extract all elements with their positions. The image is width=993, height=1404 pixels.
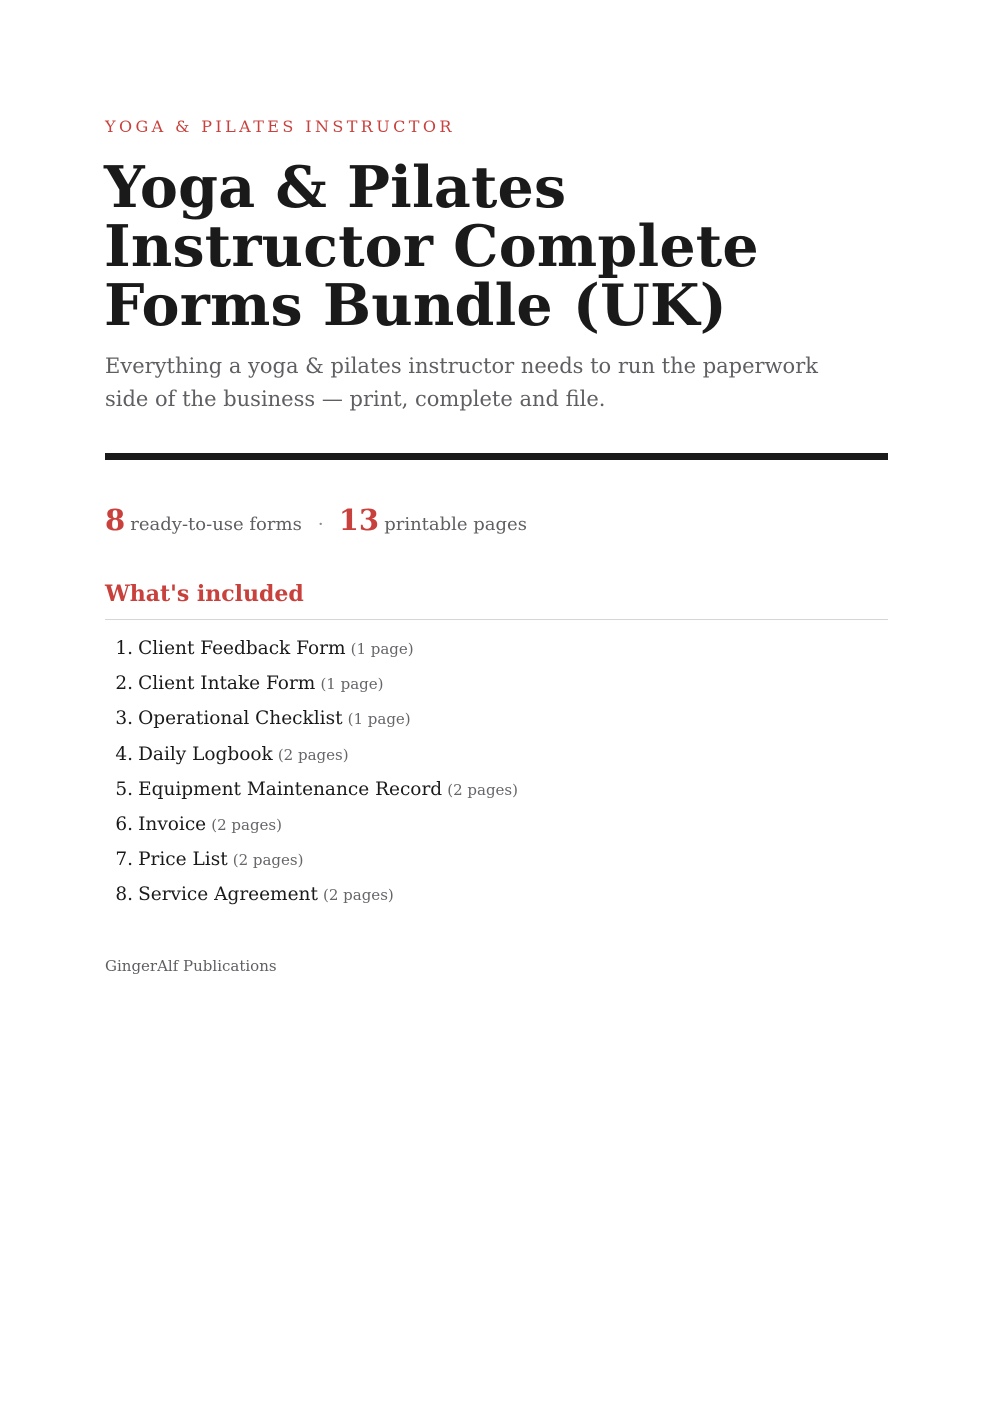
list-item-name: Equipment Maintenance Record: [138, 778, 443, 800]
publisher-name: GingerAlf Publications: [105, 957, 277, 975]
page-subtitle: Everything a yoga & pilates instructor needs to run the paperwork side of the business — print, complete and file.: [105, 354, 818, 411]
title-divider: [105, 453, 888, 460]
list-item-pages: (2 pages): [211, 815, 282, 834]
included-heading: What's included: [105, 581, 304, 607]
list-item: [105, 810, 518, 845]
list-item-pages: (2 pages): [323, 886, 394, 905]
page-title: Yoga & Pilates Instructor Complete Forms Bundle (UK): [104, 154, 759, 339]
list-item-number: 3.: [115, 708, 133, 730]
list-item-number: 6.: [115, 813, 133, 835]
pages-count-label: printable pages: [384, 514, 527, 535]
list-item: [105, 634, 518, 669]
list-item: [105, 880, 518, 915]
list-item: [105, 704, 518, 739]
list-item-name: Service Agreement: [138, 884, 318, 906]
list-item-name: Client Feedback Form: [138, 638, 346, 659]
list-item-pages: (1 page): [350, 640, 414, 658]
list-item-number: 1.: [115, 638, 133, 659]
list-item-pages: (1 page): [347, 710, 411, 729]
list-item: [105, 845, 518, 880]
category-eyebrow: YOGA & PILATES INSTRUCTOR: [105, 117, 455, 136]
list-item-number: 2.: [115, 673, 133, 695]
list-item-pages: (2 pages): [277, 745, 349, 764]
list-item-pages: (2 pages): [232, 851, 304, 870]
section-divider: [105, 619, 888, 620]
list-item-name: Operational Checklist: [138, 708, 343, 730]
list-item-number: 4.: [115, 743, 133, 765]
forms-count-label: ready-to-use forms: [130, 514, 302, 535]
list-item-name: Daily Logbook: [138, 743, 273, 765]
bundle-stats: [105, 500, 527, 545]
list-item-name: Price List: [138, 849, 228, 871]
list-item-pages: (2 pages): [447, 780, 518, 799]
forms-count: 8: [105, 503, 126, 537]
stats-separator: ·: [317, 514, 324, 535]
list-item: [105, 669, 518, 704]
list-item-name: Invoice: [138, 813, 207, 835]
list-item: [105, 740, 518, 775]
list-item-number: 5.: [115, 778, 133, 800]
list-item-number: 8.: [115, 884, 133, 906]
pages-count: 13: [338, 503, 380, 537]
forms-list: [105, 634, 518, 916]
list-item-pages: (1 page): [320, 675, 384, 694]
list-item-number: 7.: [115, 849, 133, 871]
list-item-name: Client Intake Form: [138, 673, 316, 695]
list-item: [105, 775, 518, 810]
